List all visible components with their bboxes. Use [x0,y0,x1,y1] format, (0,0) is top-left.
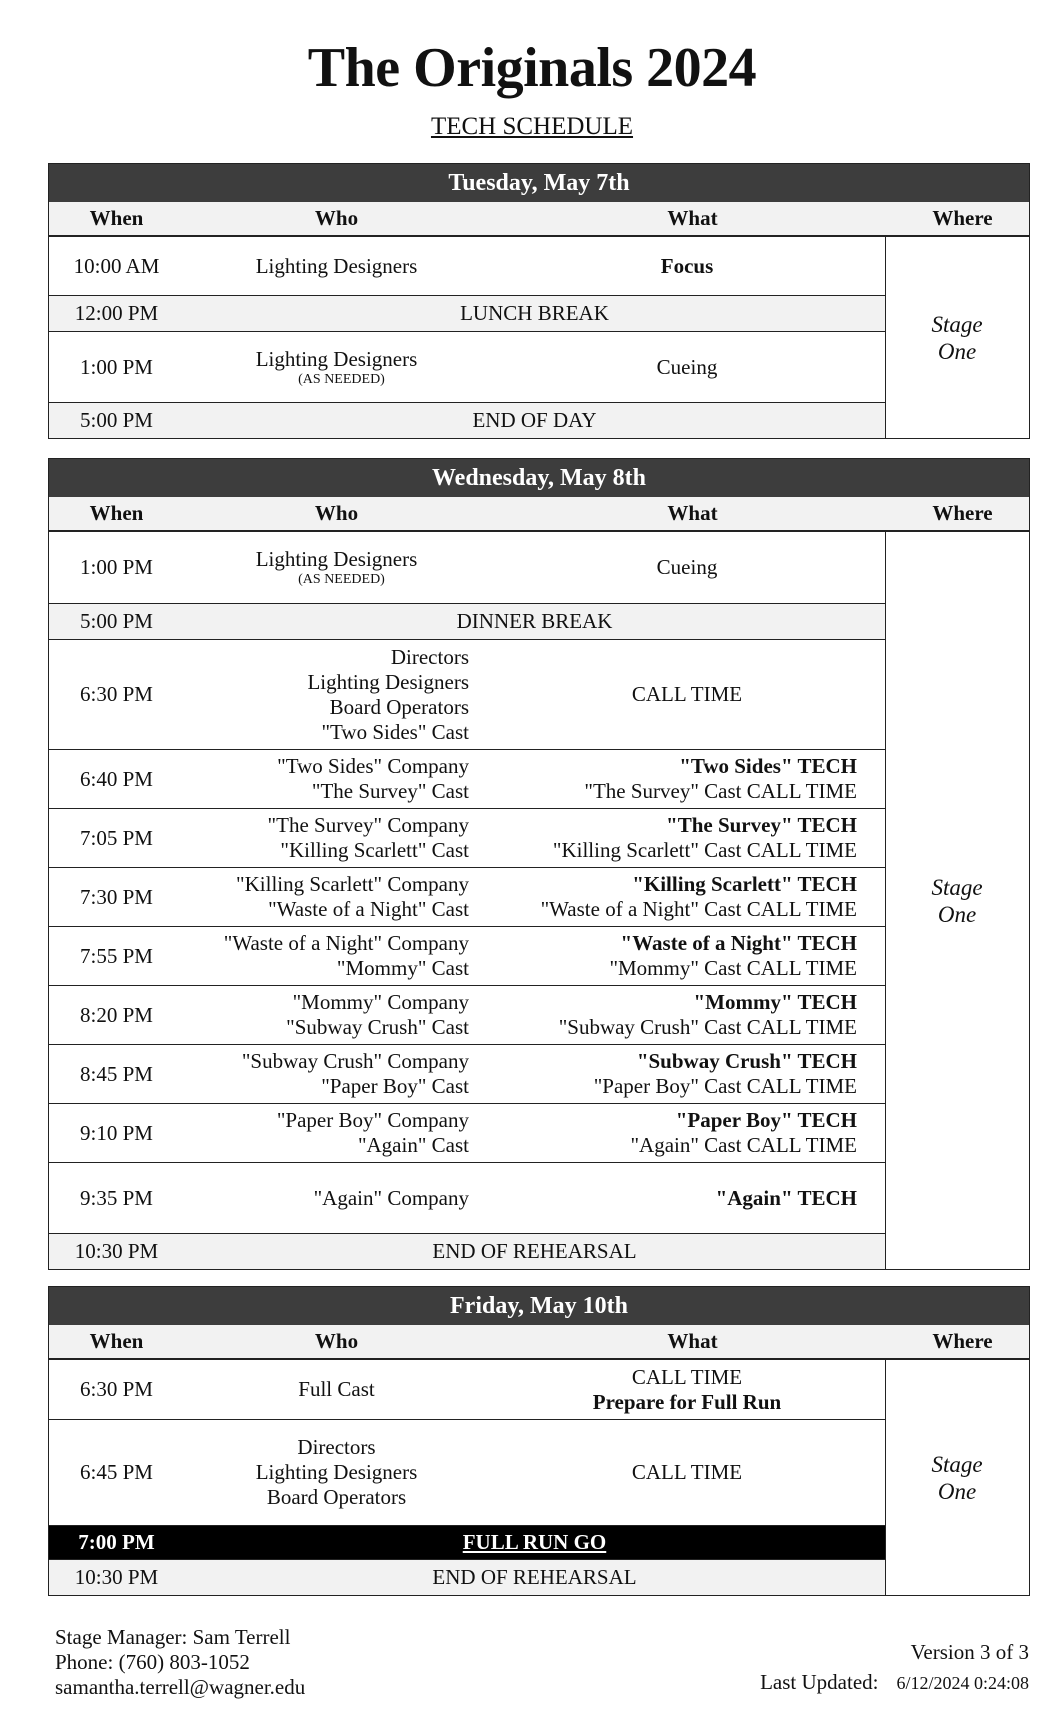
schedule-row [49,1045,885,1104]
row-what [489,1360,885,1419]
column-where: Where [932,206,993,230]
who-line: Lighting Designers [255,547,418,571]
schedule-row [49,868,885,927]
column-where: Where [932,1329,993,1353]
where-line: One [937,338,977,364]
who-line: Lighting Designers [255,1460,418,1484]
row-when: 10:30 PM [74,1239,159,1263]
who-line: Lighting Designers [307,669,469,694]
day-table-tuesday [48,163,1030,439]
version-label: Version 3 of 3 [910,1640,1029,1664]
who-line: "Subway Crush" Cast [286,1015,469,1039]
row-what [489,332,885,402]
who-line: Full Cast [298,1377,375,1401]
schedule-row [49,750,885,809]
row-who [184,1360,489,1419]
what-line: "Subway Crush" Cast CALL TIME [558,1015,857,1039]
row-who [184,750,489,808]
column-when: When [89,501,144,525]
what-line: "Again" Cast CALL TIME [630,1133,857,1157]
row-what [489,868,885,926]
where-cell [885,1360,1029,1595]
row-what [489,809,885,867]
column-who: Who [314,206,359,230]
column-what: What [667,1329,718,1353]
row-when: 10:30 PM [74,1565,159,1589]
row-span-text: END OF DAY [472,408,597,432]
schedule-row [49,927,885,986]
row-what [489,1163,885,1233]
row-who [184,1420,489,1525]
what-line: Cueing [656,555,718,579]
row-when: 1:00 PM [80,354,153,379]
row-who [184,868,489,926]
column-where: Where [932,501,993,525]
schedule-row [49,403,885,438]
row-span-text: FULL RUN GO [462,1530,607,1554]
stage-manager: Stage Manager: Sam Terrell [55,1625,291,1649]
what-line: "Two Sides" TECH [679,754,857,778]
row-when: 12:00 PM [74,301,159,325]
what-line: "The Survey" Cast CALL TIME [584,779,857,803]
row-when: 6:30 PM [80,1377,153,1401]
who-line: "Waste of a Night" Company [223,931,469,955]
row-who [184,809,489,867]
row-when: 8:45 PM [80,1061,153,1086]
who-line: "Mommy" Company [292,990,469,1014]
what-line: "Again" TECH [715,1185,857,1210]
schedule-row [49,1163,885,1234]
row-when: 7:55 PM [80,943,153,968]
row-who [184,927,489,985]
who-line: Lighting Designers [255,346,418,371]
who-line: Board Operators [266,1485,407,1509]
who-note: (AS NEEDED) [298,371,385,387]
what-line: "Paper Boy" TECH [675,1108,857,1132]
who-line: Directors [390,644,469,669]
schedule-row [49,809,885,868]
row-what [489,532,885,603]
column-who: Who [314,501,359,525]
column-headers [49,202,1029,237]
last-updated-label: Last Updated: [760,1670,879,1694]
row-who [184,1104,489,1162]
what-line: "Killing Scarlett" Cast CALL TIME [552,838,857,862]
who-line: "Subway Crush" Company [241,1049,469,1073]
column-who: Who [314,1329,359,1353]
where-cell [885,237,1029,438]
row-span-text: DINNER BREAK [456,609,613,633]
who-line: "Again" Company [313,1185,469,1210]
column-headers [49,1325,1029,1360]
row-what [489,1045,885,1103]
day-heading: Friday, May 10th [49,1287,1029,1325]
who-line: "Again" Cast [357,1133,469,1157]
schedule-row [49,1420,885,1526]
day-heading: Wednesday, May 8th [49,459,1029,497]
what-line: CALL TIME [631,1460,743,1484]
schedule-row [49,1234,885,1269]
who-line: "The Survey" Cast [311,779,469,803]
day-table-wednesday [48,458,1030,1270]
what-line: "Paper Boy" Cast CALL TIME [593,1074,857,1098]
schedule-row [49,986,885,1045]
row-what [489,986,885,1044]
schedule-row [49,604,885,640]
row-who [184,532,489,603]
row-when: 7:00 PM [78,1530,155,1554]
row-when: 8:20 PM [80,1002,153,1027]
what-line: "Waste of a Night" Cast CALL TIME [540,897,857,921]
who-line: "Two Sides" Cast [321,719,469,744]
page-title: The Originals 2024 [307,37,757,99]
row-who [184,332,489,402]
who-line: Directors [297,1435,376,1459]
row-when: 5:00 PM [80,609,153,633]
where-line: Stage [931,874,983,900]
what-line: "The Survey" TECH [666,813,857,837]
who-line: "Paper Boy" Cast [321,1074,469,1098]
who-line: "Two Sides" Company [277,754,469,778]
row-who [184,986,489,1044]
who-line: "The Survey" Company [267,813,469,837]
page-subtitle: TECH SCHEDULE [430,113,634,140]
day-table-friday [48,1286,1030,1596]
row-span-text: END OF REHEARSAL [432,1239,637,1263]
who-line: "Paper Boy" Company [276,1108,469,1132]
row-when: 10:00 AM [73,253,160,278]
last-updated [760,1670,1029,1695]
row-what [489,750,885,808]
last-updated-value: 6/12/2024 0:24:08 [896,1673,1029,1693]
row-when: 9:35 PM [80,1185,153,1210]
day-heading: Tuesday, May 7th [49,164,1029,202]
row-what [489,1420,885,1525]
contact-info [55,1625,305,1700]
row-when: 6:45 PM [80,1460,153,1484]
row-span-text: LUNCH BREAK [460,301,609,325]
column-headers [49,497,1029,532]
what-line: "Mommy" TECH [693,990,857,1014]
what-line: Prepare for Full Run [592,1389,782,1414]
phone: Phone: (760) 803-1052 [55,1650,250,1674]
schedule-row [49,1560,885,1595]
row-when: 7:30 PM [80,884,153,909]
column-what: What [667,206,718,230]
schedule-row [49,1360,885,1420]
row-when: 6:30 PM [80,682,153,706]
row-when: 7:05 PM [80,825,153,850]
who-line: "Waste of a Night" Cast [268,897,469,921]
row-who [184,1045,489,1103]
schedule-row [49,532,885,604]
row-when: 1:00 PM [80,555,153,579]
what-line: Focus [660,253,714,278]
row-who [184,640,489,749]
who-line: "Killing Scarlett" Company [236,872,469,896]
schedule-row [49,237,885,296]
column-when: When [89,1329,144,1353]
schedule-row [49,332,885,403]
schedule-row [49,1526,885,1560]
schedule-row [49,1104,885,1163]
who-line: "Mommy" Cast [336,956,469,980]
who-line: Board Operators [329,694,469,719]
schedule-row [49,640,885,750]
row-span-text: END OF REHEARSAL [432,1565,637,1589]
what-line: "Mommy" Cast CALL TIME [609,956,857,980]
row-what [489,237,885,295]
where-line: One [937,901,977,927]
row-when: 6:40 PM [80,766,153,791]
row-what [489,927,885,985]
row-who [184,1163,489,1233]
row-what [489,640,885,749]
row-when: 5:00 PM [80,408,153,432]
what-line: "Waste of a Night" TECH [620,931,857,955]
row-what [489,1104,885,1162]
email: samantha.terrell@wagner.edu [55,1675,306,1699]
what-line: CALL TIME [631,1364,743,1389]
what-line: "Killing Scarlett" TECH [632,872,857,896]
who-line: Lighting Designers [255,253,418,278]
where-cell [885,532,1029,1269]
schedule-row [49,296,885,332]
what-line: Cueing [656,354,718,379]
who-line: "Killing Scarlett" Cast [280,838,469,862]
column-when: When [89,206,144,230]
what-line: "Subway Crush" TECH [636,1049,857,1073]
row-who [184,237,489,295]
where-line: Stage [931,1451,983,1477]
where-line: Stage [931,311,983,337]
row-when: 9:10 PM [80,1120,153,1145]
column-what: What [667,501,718,525]
where-line: One [937,1478,977,1504]
who-note: (AS NEEDED) [298,572,385,587]
what-line: CALL TIME [631,682,743,706]
